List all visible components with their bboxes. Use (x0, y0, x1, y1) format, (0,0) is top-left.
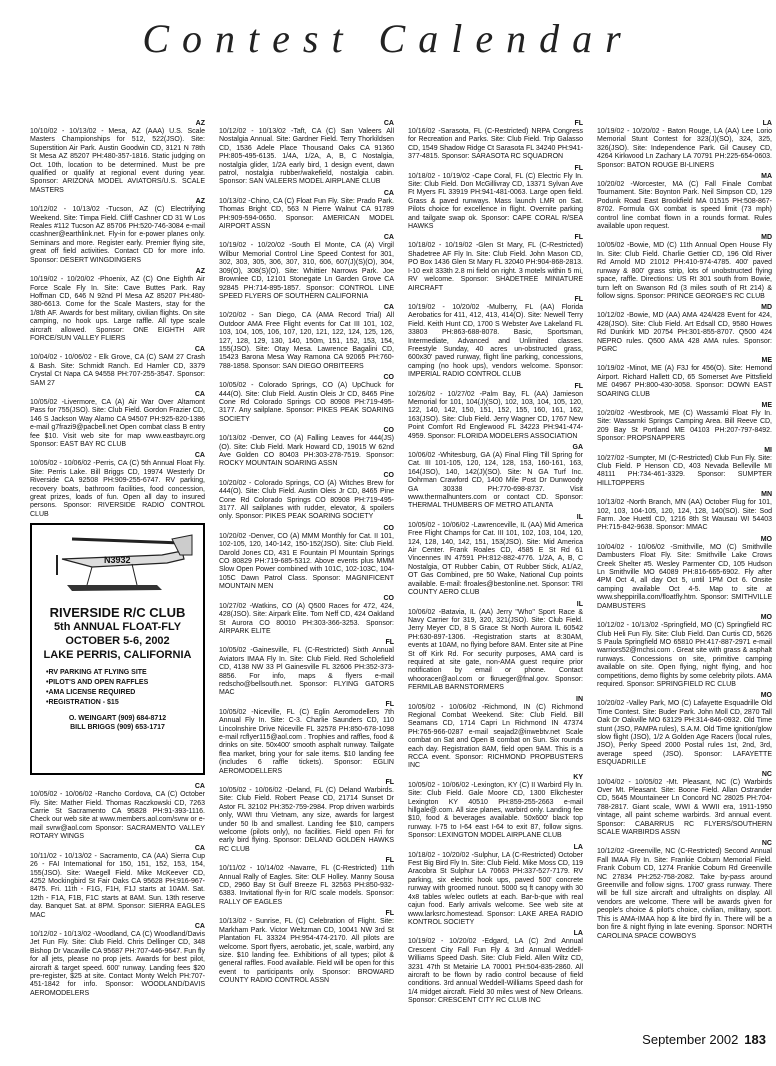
float-pontoon (67, 585, 162, 591)
entry-text: 10/20/02 -Westbrook, ME (C) Wassamki Float Fly In. Site: Wassamki Springs Camping Area. Bill Reeve CD, 209 Bay St Portland ME 04103 PH:207-797-8492. Sponsor: PROPSNAPPERS (597, 409, 772, 443)
state-heading: CA (194, 390, 205, 398)
entry-text: 10/06/02 -Batavia, IL (AA) Jerry "Who" Sport Race & Navy Carrier for 319, 320, 321(JSO). Site: Club Field. Jerry Meyer CD, 8 S Grace St North Aurora IL 60542 PH:630-897-1306. -Registration starts at 8:30AM, events at 10AM, no flying before 8AM. Enter site at Pine St off Kirk Rd. For security purposes, AMA card is required at site gate, non-AMA guest require prior notification by email or phone. Contact whooracer@aol.com or fkrueger@fnal.gov. Sponsor: FERMILAB BARNSTORMERS (408, 608, 583, 692)
entry-text: 10/19/02 - 10/20/02 -Phoenix, AZ (C) One Eighth Air Force Scale Fly In. Site: Cave Buttes Park. Ray Hoffman CD, 646 N 92nd Pl Mesa AZ 85207 PH:480-380-6613. Come for the Scale Masters, stay for the 1/8th AF. Awards for best military, civilian flights. On site camping, no hook ups. Large raffle. All type scale aircraft allowed. Sponsor: ONE EIGHTH AIR FORCE/SUN VALLEY FLIERS (30, 276, 205, 342)
state-heading: MA (761, 173, 772, 181)
ad-bullet: • PILOT'S AND OPEN RAFFLES (46, 678, 203, 688)
calendar-entry (219, 701, 394, 776)
entry-text: 10/13/02 -Denver, CO (A) Falling Leaves for 444(JS)(O). Site: Club Field. Mark Howard CD, 19015 W 62nd Ave Golden CO 80403 PH:303-278-7519. Sponsor: ROCKY MOUNTAIN SOARING ASSN (219, 435, 394, 468)
calendar-entry (408, 844, 583, 928)
plane-registration: N3932 (104, 555, 131, 566)
calendar-entry (597, 402, 772, 444)
entry-text: 10/05/02 - 10/06/02 -Rancho Cordova, CA (C) October Fly. Site: Mather Field. Thomas Raczkowski CD, 7263 Carrie St Sacramento CA 95828 PH:91-393-1116. Check our web site at www.members.aol.com/svrw or e-mail svrw@aol.com Sponsor: SACRAMENTO VALLEY ROTARY WINGS (30, 791, 205, 841)
calendar-entry (30, 452, 205, 519)
entry-text: 10/13/02 -North Branch, MN (AA) October Flug for 101, 102, 103, 104-105, 120, 124, 128, 140(SO). Site: Sod Farm. Joe Huettl CD, 1216 8th St Wausau WI 54403 PH:715-842-9638. Sponsor: MMAC (597, 499, 772, 532)
state-heading: GA (572, 444, 583, 451)
calendar-entry (597, 491, 772, 533)
entry-text: 10/12/02 -Bowie, MD (AA) AMA 424/428 Event for 424, 428(JSO). Site: Club Field. Art Edsall CD, 9580 Howes Rd Dunkirk MD 20754 PH:301-855-8707. Q500 424 NEPRO rules. Q500 AMA 428 AMA rules. Sponsor: PGRC (597, 312, 772, 353)
calendar-entry (30, 923, 205, 998)
entry-text: 10/05/02 -Livermore, CA (A) Air War Over Altamont Pass for 755(JSO). Site: Club Field. Gordon Frazier CD, 146 S Jackson Way Alamo CA 94507 PH:925-820-1386 e-mail g7frazi9@pacbell.net Open combat class B entry fee $10. Visit web site for map www.eastbayrc.org Sponsor: EAST BAY RC CLUB (30, 398, 205, 448)
calendar-entry (219, 595, 394, 637)
calendar-entry (219, 910, 394, 985)
ad-bullet: • AMA LICENSE REQUIRED (46, 688, 203, 698)
calendar-entry (408, 774, 583, 841)
state-heading: MO (760, 535, 772, 543)
calendar-entry (597, 536, 772, 611)
state-heading: CO (383, 594, 394, 602)
calendar-entry (30, 391, 205, 449)
entry-text: 10/05/02 -Gainesville, FL (C-Restricted) Sixth Annual Aviators IMAA Fly In. Site: Club Field. Red Scholefield CD, 4138 NW 33 Pl Gainesville FL 32606 PH:352-373-8856. For info, maps & flyers e-mail redscho@bellsouth.net. Sponsor: FLYING GATORS MAC (219, 647, 394, 697)
calendar-entry (219, 779, 394, 854)
state-heading: CA (383, 304, 394, 312)
calendar-entry (597, 173, 772, 231)
calendar-entry (408, 696, 583, 771)
entry-text: 10/05/02 - 10/06/02 -Richmond, IN (C) Richmond Regional Combat Weekend. Site: Club Field. Bill Seamans CD, 1714 Capri Ln Richmond IN 47374 PH:765-966-0287 e-mail seajad2@inwebtv.net Scale combat on Sat and Open B combat on Sun. Six rounds each day. Registration 8AM, field open 9AM. This is a RCCA event. Sponsor: RICHMOND PROPBUSTERS INC (408, 703, 583, 770)
state-heading: FL (385, 639, 394, 647)
state-heading: LA (573, 843, 583, 851)
state-heading: CO (383, 427, 394, 435)
state-heading: CA (383, 189, 394, 197)
state-heading: CA (194, 783, 205, 791)
entry-text: 10/05/02 - 10/06/02 -Deland, FL (C) Deland Warbirds. Site: Club Field. Robert Pease CD, 21714 Sunset Dr Astor FL 32102 PH:352-759-2984. Prop driven warbirds only, WWI thru Vietnam, any size, awards for largest under 50 lb and smallest. Landing fee $10, campers welcome (pilots only), no facilities. Field open Fri for early bird flying. Sponsor: DELAND GOLDEN HAWKS RC CLUB (219, 787, 394, 853)
state-heading: CA (194, 452, 205, 460)
calendar-entry (219, 427, 394, 469)
state-heading: LA (762, 120, 772, 127)
calendar-entry (408, 120, 583, 162)
state-heading: CA (383, 120, 394, 127)
state-heading: CO (383, 524, 394, 532)
calendar-entry (597, 304, 772, 354)
entry-text: 10/05/02 -Niceville, FL (C) Eglin Aeromodellers 7th Annual Fly In. Site: C-3. Charlie Saunders CD, 110 Lincolnshire Drive Niceville FL 32578 PH:850-678-1098 e-mail rcflyer115@aol.com . Trophies and raffles, food & drinks on site. 50x400' smooth asphalt runway. Tailgate flea market, bring your for sale items. $10 landing fee (includes 6 raffle tickets). Sponsor: EGLIN AEROMODELLERS (219, 708, 394, 775)
entry-text: 10/20/02 - Colorado Springs, CO (A) Witches Brew for 444(O). Site: Club Field. Austin Oleis Jr CD, 8465 Pine Cone Rd Colorado Springs CO 80908 PH:719-495-3177. All sailplanes with rudder, elevator, & spoilers only. Sponsor: PIKES PEAK SOARING SOCIETY (219, 479, 394, 521)
entry-text: 10/19/02 - 10/20/02 -Mulberry, FL (AA) Florida Aerobatics for 411, 412, 413, 414(O). Site: Newell Terry Field. Keith Hunt CD, 1700 S Webster Ave Lakeland FL 33803 PH:863-688-8078. Basic, Sportsman, Intermediate, Advanced and Unlimited classes. Freestyle Sunday, 40 acres un-obstructed grass, 600x30' paved runway, flight line parking, concessions, camping (no hook ups), vendors welcome. Sponsor: IMPERIAL RADIO CONTROL CLUB (408, 303, 583, 379)
entry-text: 10/20/02 -Worcester, MA (C) Fall Finale Combat Tournament. Site: Boynton Park. Neil Simpson CD, 129 Podunk Road East Brookfield MA 01515 PH:508-867-8702. Formula GX combat is speed limit (73 mph) control line combat flown in a rounds format. Rules available upon request. (597, 181, 772, 231)
state-heading: MN (761, 491, 772, 499)
calendar-entry (597, 614, 772, 689)
calendar-entry (408, 930, 583, 1005)
calendar-entry (219, 857, 394, 907)
calendar-entry (30, 198, 205, 265)
state-heading: ME (761, 401, 772, 409)
entry-text: 10/13/02 -Chino, CA (C) Float Fun Fly. Site: Prado Park. Thomas Bright CD, 563 N Pierre Walnut CA 91789 PH:909-594-0650. Sponsor: AMERICAN MODEL AIRPORT ASSN (219, 197, 394, 231)
calendar-entry (219, 234, 394, 301)
issue-date: September 2002 (642, 1032, 739, 1047)
ad-contact: O. WEINGART (909) 684-8712 (68, 715, 167, 723)
calendar-entry (30, 120, 205, 195)
ad-bullet-list (46, 668, 203, 708)
entry-text: 10/04/02 - 10/06/02 - Elk Grove, CA (C) SAM 27 Crash & Bash. Site: Schmidt Ranch. Ed Hamler CD, 3379 Crystal Ct Napa CA 94558 PH:707-255-3547. Sponsor: SAM 27 (30, 354, 205, 387)
entry-text: 10/05/02 - 10/06/02 -Perris, CA (C) 5th Annual Float Fly. Site: Perris Lake. Bill Briggs CD, 19974 Westerly Dr Riverside CA 92508 PH:909-255-6747. RV parking, recovery boats, bathroom facilities, food concession, great prizes, loads of fun. Open all day to insured persons. Sponsor: RIVERSIDE RADIO CONTROL CLUB (30, 460, 205, 518)
calendar-entry (597, 771, 772, 838)
entry-text: 10/06/02 -Whitesburg, GA (A) Final Fling Till Spring for Cat. III 101-105, 120, 124, 128, 153, 160-161, 163, 164(JSO), 140, 142(J)(SO). Site: N GA Turf Inc. Dohrman Crawford CD, 1400 Mile Post Dr Dunwoody GA 30338 PH:770-698-8737. Visit www.thermalhunters.com or contact CD. Sponsor: THERMAL THUMBERS OF METRO ATLANTA (408, 452, 583, 510)
state-heading: FL (574, 382, 583, 390)
column-2 (219, 120, 394, 1020)
ad-bullet: • RV PARKING AT FLYING SITE (46, 668, 203, 678)
entry-text: 10/20/02 -Valley Park, MO (C) Lafayette Esquadrille Old Time Contest. Site: Buder Park. John Moll CD, 2870 Tall Oak Dr Oakville MO 63129 PH:314-846-0932. Old Time stunt (JSO, PAMPA rules), S.A.M. Old Time ignition/glow slow flight (JSO), 1/2 A Golden Age Racers (local rules, JSO), Perky Speed 2000 Postal rules 1st, 2nd, 3rd, average speed (JSO). Sponsor: LAFAYETTE ESQUADRILLE (597, 700, 772, 767)
calendar-entry (597, 447, 772, 489)
state-heading: MD (761, 234, 772, 242)
entry-text: 10/19/02 - 10/20/02 - Baton Rouge, LA (AA) Lee Lorio Memorial Stunt Contest for 323(J)(SO), 324, 325, 326(JSO). Site: Independence Park. Gil Causey CD, 4264 Kirkwood Ln Zachary LA 70791 PH:225-654-0603. Sponsor: BATON ROUGE BI-LINERS (597, 128, 772, 169)
ad-bullet: • REGISTRATION - $15 (46, 698, 203, 708)
entry-text: 10/18/02 - 10/20/02 -Sulphur, LA (C-Restricted) October Fest Big Bird Fly In. Site: Club Field. Mike Moss CD, 119 Aracobra St Sulphur LA 70663 PH:337-527-7179. RV parking, six electric hook ups, paved 500' concrete runway with groomed runout. 5000 sq ft canopy with 30 4x8 tables w/elec outlets at each. Bar-b-que with real cajun food. Early arrivals welcome. See web site at www.larksrc.homestead. Sponsor: LAKE AREA RADIO KONTROL SOCIETY (408, 851, 583, 926)
state-heading: AZ (195, 268, 205, 276)
state-heading: IL (576, 513, 583, 521)
entry-text: 10/12/02 - 10/13/02 -Taft, CA (C) San Valeers All Nostalgia Annual. Site: Gardner Field. Terry Thorkildsen CD, 1536 Adele Place Thousand Oaks CA 91360 PH:805-495-6135. 1/4A, 1/2A, A, B, C Nostalgia, nostalgia glider, 1/2A early bird, 1 design event, dawn patrol, nostalgia rubber/wakefield, nostalgia cabin. Sponsor: SAN VALEERS MODEL AIRPLANE CLUB (219, 128, 394, 186)
entry-text: 10/19/02 - 10/20/02 -Edgard, LA (C) 2nd Annual Crescent City Fall Fun Fly & 3rd Annual Weddell-Williams Speed Dash. Site: Club Field. Allen Wiltz CD, 3231 47th St Metairie LA 70001 PH:504-835-2860. All aircraft to be flown by radio control because of field conditions. 3rd annual Weddell-Williams Speed dash for 1/4 midget aircraft. Field 30 miles west of New Orleans. Sponsor: CRESCENT CITY RC CLUB INC (408, 938, 583, 1005)
calendar-entry (30, 268, 205, 343)
state-heading: FL (574, 295, 583, 303)
entry-text: 10/11/02 - 10/14/02 -Navarre, FL (C-Restricted) 11th Annual Rally of Eagles. Site: OLF Holley. Manny Sousa CD, 2960 Bay St Gulf Breeze FL 32563 PH:850-932-6383. Invitational fly-in for R/C scale models. Sponsor: RALLY OF EAGLES (219, 865, 394, 906)
entry-text: 10/13/02 - Sunrise, FL (C) Celebration of Flight. Site: Markham Park. Victor Weltzman CD, 10041 NW 3rd St Plantation FL 33324 PH:954-474-2170. All pilots are welcome. Sport flyers, aerobatic, jet, scale, warbird, any size. $10 landing fee. Exhibitions of all types; pilot & general raffles. Food available. Field will be open for this event to participants only. Sponsor: BROWARD COUNTY RADIO CONTROL ASSN (219, 918, 394, 985)
state-heading: FL (385, 857, 394, 865)
calendar-columns (30, 120, 772, 1020)
seaplane-illustration (32, 525, 203, 603)
state-heading: CA (383, 234, 394, 242)
entry-text: 10/05/02 - 10/06/02 -Lawrenceville, IL (AA) Mid America Free Flight Champs for Cat. III 101, 102, 103, 104, 120, 124, 128, 140, 142, 151, 153(JSO). Site: Mid America Air Center. Frank Roales CD, 4585 E St Rd 61 Vincennes IN 47591 PH:812-882-4776. 1/2A, A, B, C Nostalgia, OT Rubber Cabin, OT Rubber Stick, A1/A2, OT Gas Combined, pre 50 Wake, National Cup points available. E-mail: flroales@bestonline.net. Sponsor: TRI COUNTY AERO CLUB (408, 521, 583, 597)
entry-text: 10/05/02 -Bowie, MD (C) 11th Annual Open House Fly In. Site: Club Field. Charlie Gettier CD, 196 Old River Rd Arnold MD 21012 PH:410-974-4785. 400' paved runway & 800' grass strip, lots of unobstructed flying space, raffle. Directions: US Rt 301 south from Bowie, turn left on Swanson Rd (3 miles south of Rt 214) & follow signs. Sponsor: PRINCE GEORGE'S RC CLUB (597, 242, 772, 300)
entry-text: 10/12/02 - 10/13/02 -Woodland, CA (C) Woodland/Davis Jet Fun Fly. Site: Club Field. Chris Dellinger CD, 348 Bishop Dr Vacaville CA 95687 PH:707-446-9647. Fun fly for all jets, please no prop jets. Awards for best pilot, aircraft & target speed. 600' runway. Landing fees $20 pre-register, $25 at site. Contact Monty Welch PH:707-451-1842 for info. Sponsor: WOODLAND/DAVIS AEROMODELERS (30, 930, 205, 997)
state-heading: KY (573, 773, 583, 781)
state-heading: MO (760, 614, 772, 622)
calendar-entry (408, 383, 583, 441)
page-title: Contest Calendar (142, 16, 634, 61)
state-heading: CA (194, 844, 205, 852)
entry-text: 10/18/02 - 10/19/02 -Glen St Mary, FL (C-Restricted) Shadetree AF Fly In. Site: Club Field. John Mason CD, PO Box 1436 Glen St Mary FL 32040 PH:904-868-2813. I-10 exit 333th 2.8 mi field on right. 3 motels within 5 mi, RV welcome. Sponsor: SHADETREE MINIATURE AIRCRAFT (408, 242, 583, 292)
calendar-entry (408, 514, 583, 598)
state-heading: AZ (195, 198, 205, 206)
state-heading: FL (385, 779, 394, 786)
calendar-entry (219, 374, 394, 424)
state-heading: CA (194, 922, 205, 930)
state-heading: LA (573, 930, 583, 938)
entry-text: 10/19/02 -Minot, ME (A) F3J for 456(O). Site: Hemond Airport. Richard Hallett CD, 65 Somerset Ave Pittsfield ME 04967 PH:800-430-3058. Sponsor: DOWN EAST SOARING CLUB (597, 365, 772, 398)
entry-text: 10/12/02 -Greenville, NC (C-Restricted) Second Annual Fall IMAA Fly In. Site: Frankie Coburn Memorial Field. Frank Coburn CD, 1274 Frankie Coburn Rd Greenville NC 27834 PH:252-758-2082. Take by-pass around Greenville and follow signs. 1700' grass runway. There will be full size aircraft and ultralights on display. All vendors are welcome. There will be awards given for people's choice & pilot's choice, civilian, military, sport. This is AMA-IMAA hop & lite bird fly in. There will be a bon fire & night flying in late evening. Sponsor: NORTH CAROLINA SPACE COWBOYS (597, 848, 772, 940)
entry-text: 10/27/02 -Sumpter, MI (C-Restricted) Club Fun Fly. Site: Club Field. P Henson CD, 403 Nevada Belleville MI 48111 PH:734-461-3329. Sponsor: SUMPTER HILLTOPPERS (597, 454, 772, 487)
state-heading: MO (760, 692, 772, 700)
column-3 (408, 120, 583, 1020)
calendar-entry (597, 840, 772, 940)
state-heading: CA (194, 346, 205, 354)
state-heading: CO (383, 374, 394, 382)
calendar-entry (219, 190, 394, 232)
state-heading: FL (385, 910, 394, 918)
state-heading: IL (576, 600, 583, 608)
calendar-entry (30, 346, 205, 388)
calendar-entry (219, 304, 394, 371)
state-heading: MI (764, 446, 772, 454)
calendar-entry (408, 234, 583, 292)
page-footer (520, 1032, 766, 1047)
entry-text: 10/16/02 -Sarasota, FL (C-Restricted) NRPA Congress for Recreation and Parks. Site: Club Field. Trip Galasso CD, 1549 Shadow Ridge Ct Sarasota FL 34240 PH:941-377-4815. Sponsor: SARASOTA RC SQUADRON (408, 128, 583, 161)
entry-text: 10/04/02 - 10/05/02 -Mt. Pleasant, NC (C) Warbirds Over Mt. Pleasant. Site: Boone Field. Allan Ostrander CD, 5645 Mountaineer Ln Concord NC 28025 PH:704-788-2817. Giant scale, WWI & WWII era, 1911-1950 vintage, all paint scheme warbirds. 3rd annual event. Sponsor: CABARRUS RC FLYERS/SOUTHERN SCALE WARBIRDS ASSN (597, 778, 772, 837)
state-heading: AZ (195, 120, 205, 127)
state-heading: FL (574, 120, 583, 127)
entry-text: 10/12/02 - 10/13/02 -Tucson, AZ (C) Electrifying Weekend. Site: Timpa Field. Cliff Cashner CD 31 W Los Reales #112 Tucson AZ 85706 PH:520-746-3084 e-mail ccashner@earthlink.net. Fly-in for e-power planes only. Seminars and more. Register early. Premier flying site, great off field activities. Contact CD for more info. Sponsor: DESERT WINGDINGERS (30, 206, 205, 264)
calendar-entry (408, 296, 583, 380)
entry-text: 10/11/02 - 10/13/02 - Sacramento, CA (AA) Sierra Cup 26 - FAI International for 150, 151, 152, 153, 154, 155(JSO). Site: Waegell Field. Mike McKeever CD, 4252 Mockingbird St Fair Oaks CA 95628 PH:916-967-8475. Fri. 11th - F1G, F1H, F1J starts at 10AM. Sat. 12th - F1A, F1B, F1C starts at 8AM. Sun. 13th reserve day. Banquet Sat. at 8PM. Sponsor: SIERRA EAGLES MAC (30, 852, 205, 919)
column-1 (30, 120, 205, 1020)
state-heading: NC (761, 840, 772, 848)
ad-contact: BILL BRIGGS (909) 653-1717 (70, 724, 165, 732)
page-number: 183 (744, 1032, 766, 1047)
ad-location: LAKE PERRIS, CALIFORNIA (43, 649, 192, 662)
column-4 (597, 120, 772, 1020)
entry-text: 10/20/02 - San Diego, CA (AMA Record Trial) All Outdoor AMA Free Flight events for Cat III 101, 102, 103, 104, 105, 106, 107, 120, 121, 122, 124, 125, 126, 127, 128, 129, 130, 140, 150m, 151, 152, 153, 154, 155(JSO). Site: Otay Mesa. Lawrence Bagalini CD, 15423 Barona Mesa Way Ramona CA 92065 PH:760-788-1858. Sponsor: SAN DIEGO ORBITEERS (219, 312, 394, 370)
state-heading: ME (761, 357, 772, 365)
calendar-entry (408, 165, 583, 232)
state-heading: FL (385, 700, 394, 708)
state-heading: IN (576, 695, 583, 703)
state-heading: FL (574, 164, 583, 172)
entry-text: 10/05/02 - 10/06/02 -Lexington, KY (C) II Warbird Fly In. Site: Club Field. Gale Moore CD, 1300 Elkchester Lexington KY 40510 PH:859-255-2663 e-mail hillgale@.com. All size planes, warbird only. Landing fee $10, food & beverages available. 50x600' black top runway. I-75 to I-64 east I-64 to exit 87, follow signs. Sponsor: LEXINGTON MODEL AIRPLANE CLUB (408, 781, 583, 840)
calendar-entry (597, 357, 772, 399)
ad-event-name: 5th ANNUAL FLOAT-FLY (53, 621, 182, 634)
calendar-entry (219, 120, 394, 187)
state-heading: FL (574, 234, 583, 242)
calendar-entry (408, 601, 583, 693)
calendar-entry (30, 845, 205, 920)
calendar-entry (219, 525, 394, 592)
entry-text: 10/26/02 - 10/27/02 -Palm Bay, FL (AA) Jamieson Memorial for 101, 104(J)(SO), 102, 103, 104, 105, 120, 122, 140, 142, 150, 151, 152, 155, 160, 161, 162, 163(JSO). Site: Club Field. Jerry Wagner CD, 1767 New Point Comfort Rd Englewood FL 34223 PH:941-474-4959. Sponsor: FLORIDA MODELERS ASSOCIATION (408, 390, 583, 440)
riverside-float-fly-ad (30, 523, 205, 775)
state-heading: MD (761, 304, 772, 312)
entry-text: 10/12/02 - 10/13/02 -Springfield, MO (C) Springfield RC Club Heli Fun Fly. Site: Club Field. Dan Curtis CD, 5626 S Paula Springfield MO 65810 PH:417-887-2971 e-mail warriors52@mchsi.com . Great site with grass & asphalt runways. Concessions on site, primitive camping available on site. Open flying, night flying, and hoc competitions, demo flights by some celebrity pilots. AMA required. Sponsor: SPRINGFIELD RC CLUB (597, 622, 772, 688)
ad-title: RIVERSIDE R/C CLUB (49, 605, 186, 621)
calendar-entry (597, 120, 772, 170)
calendar-entry (219, 472, 394, 522)
entry-text: 10/05/02 - Colorado Springs, CO (A) UpChuck for 444(O). Site: Club Field. Austin Oleis Jr CD, 8465 Pine Cone Rd Colorado Springs CO 80908 PH:719-495-3177. Any sailplane. Sponsor: PIKES PEAK SOARING SOCIETY (219, 382, 394, 423)
calendar-entry (219, 639, 394, 697)
calendar-entry (30, 783, 205, 841)
entry-text: 10/20/02 -Denver, CO (A) MMM Monthly for Cat. II 101, 102-105, 120, 140-142, 150-152(JSO). Site: Club Field. Darold Jones CD, 431 E Fountain Pl Mountain Springs CO 80829 PH:719-685-5312. Above events plus MMM Slow Open Power combined with 101C, 102-103C, 104-105C Dawn Patrol Class. Sponsor: MAGNIFICENT MOUNTAIN MEN (219, 532, 394, 591)
ad-dates: OCTOBER 5-6, 2002 (65, 635, 170, 648)
entry-text: 10/04/02 - 10/06/02 -Smithville, MO (C) Smithville Dambusters Float Fly. Site: Smithville Lake Crows Creek Shelter #5. Wesley Parmenter CD, 105 Hudson Ln Smithville MO 64089 PH:816-665-6902. Fly after 4PM Oct 4, all day Oct 5, until 1PM Oct 6. Onsite camping available Oct 4-5. Map to site at www.sheppirilla.com/floatfly.htm. Sponsor: SMITHVILLE DAMBUSTERS (597, 543, 772, 610)
entry-text: 10/27/02 -Watkins, CO (A) Q500 Races for 472, 424, 428(JSO). Site: Airpark Elite. Tom Neff CD, 424 Oakland St Aurora CO 80010 PH:303-366-3253. Sponsor: AIRPARK ELITE (219, 602, 394, 635)
calendar-entry (408, 444, 583, 511)
entry-text: 10/18/02 - 10/19/02 -Cape Coral, FL (C) Electric Fly In. Site: Club Field. Don McGillivray CD, 13371 Sylvan Ave Ft Myers FL 33919 PH:941-481-0063. Large open field. Grass & paved runways. Mass launch LMR on Sat. Pilots choice for excellence in flight. Overnite parking and tailgate swap ok. Sponsor: CAPE CORAL R/SEA HAWKS (408, 172, 583, 231)
calendar-entry (597, 692, 772, 767)
state-heading: CO (383, 471, 394, 479)
state-heading: NC (761, 770, 772, 778)
entry-text: 10/19/02 - 10/20/02 -South El Monte, CA (A) Virgil Wilbur Memorial Control Line Speed Contest for 301, 302, 303, 305, 306, 307, 310, 606, 607(J)(S)(O), 304, 309(O), 308(S)(O). Site: Whittier Narrows Park. Joe Brownlee CD, 12101 Stonegate Ln Garden Grove CA 92845 PH:714-895-1857. Sponsor: CONTROL LINE SPEED FLYERS OF SOUTHERN CALIFORNIA (219, 242, 394, 300)
entry-text: 10/10/02 - 10/13/02 - Mesa, AZ (AAA) U.S. Scale Masters Championships for 512, 522(JSO). Site: Superstition Air Park. Austin Goodwin CD, 3121 N 78th St Mesa AZ 85207 PH:480-357-1816. Static judging on Oct. 10th, location to be determined. Must be pre qualified or qualify at regional event during year. Sponsor: ARIZONA MODEL AVIATORS/U.S. SCALE MASTERS (30, 128, 205, 194)
calendar-entry (597, 234, 772, 301)
